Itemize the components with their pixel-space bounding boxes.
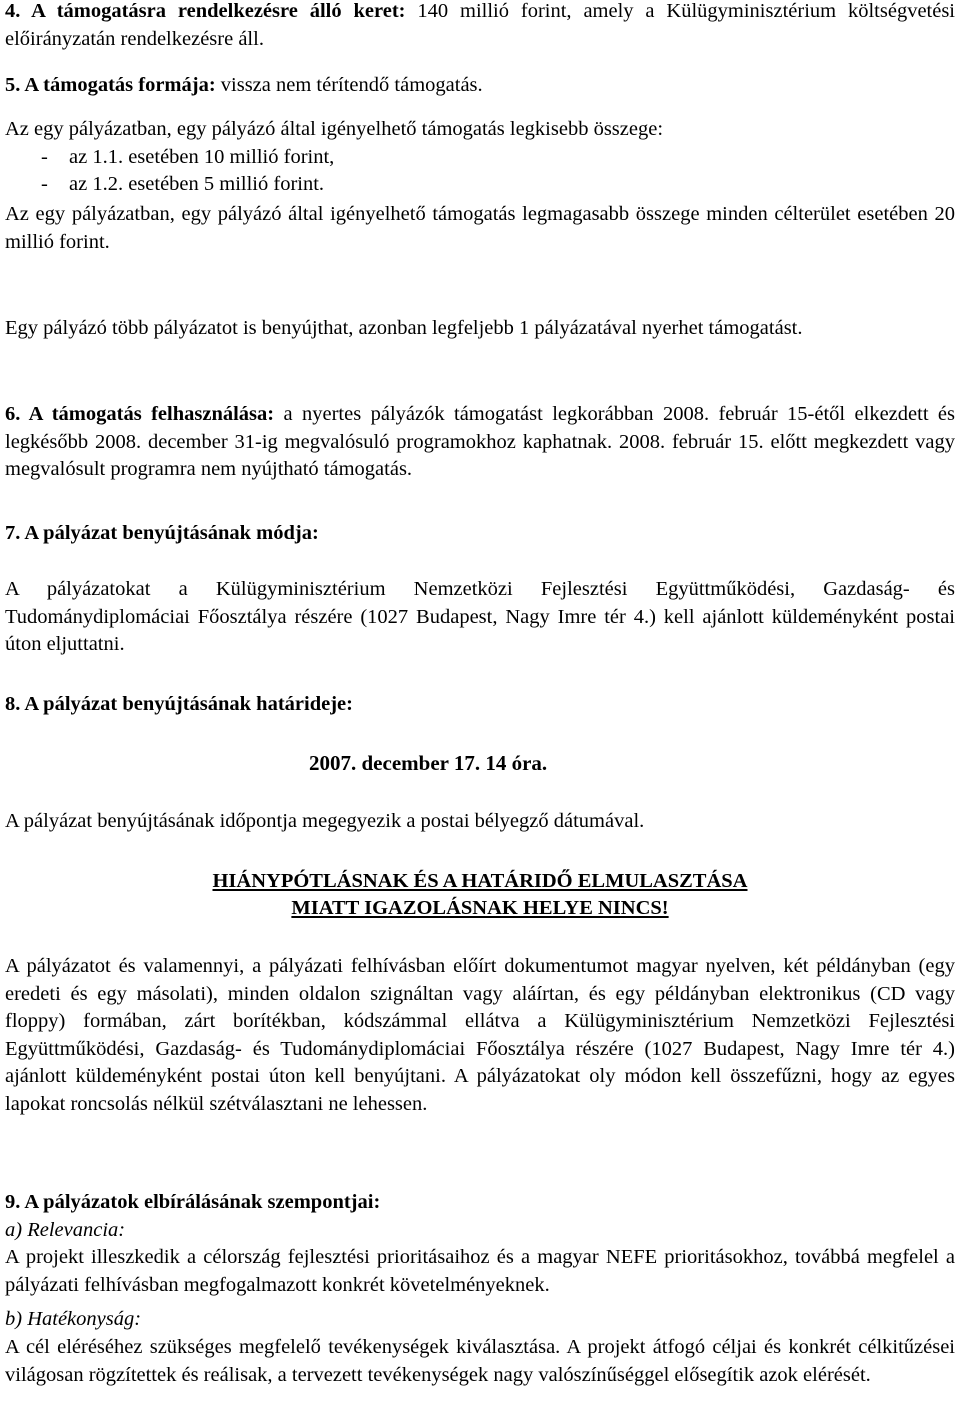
multiple-applications-paragraph: Egy pályázó több pályázatot is benyújthat, azonban legfeljebb 1 pályázatával nyerhet támogatást.	[5, 317, 803, 339]
section-4-paragraph	[5, 0, 955, 53]
maximum-amount-paragraph: Az egy pályázatban, egy pályázó által igényelhető támogatás legmagasabb összege minden célterület esetében 20 millió forint.	[5, 203, 955, 253]
section-8-heading: 8. A pályázat benyújtásának határideje:	[5, 693, 353, 715]
criterion-a-label: a) Relevancia:	[5, 1219, 126, 1241]
section-5-heading: 5. A támogatás formája:	[5, 74, 216, 96]
warning-line-2: MIATT IGAZOLÁSNAK HELYE NINCS!	[291, 897, 669, 919]
minimum-amount-item	[41, 171, 324, 198]
submission-requirements-paragraph: A pályázatot és valamennyi, a pályázati felhívásban előírt dokumentumot magyar nyelven, két példányban (egy eredeti és egy másolati), minden oldalon szignáltan vagy aláírtan, és egy példányban elektronikus (CD vagy floppy) formában, zárt borítékban, kódszámmal ellátva a Külügyminisztérium Nemzetközi Fejlesztési Együttműködési, Gazdaság- és Tudománydiplomáciai Főosztálya részére (1027 Budapest, Nagy Imre tér 4.) ajánlott küldeményként postai úton kell benyújtani. A pályázatokat oly módon kell összefűzni, hogy az egyes lapokat roncsolás nélkül szétválasztani ne lehessen.	[5, 955, 955, 1115]
criterion-a-text: A projekt illeszkedik a célország fejlesztési prioritásaihoz és a magyar NEFE prioritásokhoz, továbbá megfelel a pályázati felhívásban megfogalmazott konkrét követelményeknek.	[5, 1246, 955, 1296]
section-5-paragraph	[5, 72, 955, 100]
section-4-heading: 4. A támogatásra rendelkezésre álló keret:	[5, 0, 406, 22]
section-7-heading: 7. A pályázat benyújtásának módja:	[5, 522, 319, 544]
section-6-text: a nyertes pályázók támogatást legkorábban 2008. február 15-étől elkezdett és legkésőbb 2008. december 31-ig megvalósuló programokhoz kaphatnak. 2008. február 15. előtt megkezdett vagy megvalósult programra nem nyújtható támogatás.	[5, 403, 955, 480]
warning-line-1: HIÁNYPÓTLÁSNAK ÉS A HATÁRIDŐ ELMULASZTÁSA	[212, 870, 748, 892]
list-dash: -	[41, 146, 48, 168]
minimum-amount-item	[41, 144, 334, 171]
criterion-b-text: A cél eléréséhez szükséges megfelelő tevékenységek kiválasztása. A projekt átfogó céljai és konkrét célkitűzései világosan rögzítettek és reálisak, a tervezett tevékenységek nagy valószínűséggel elősegítik azok elérését.	[5, 1336, 955, 1386]
warning-notice	[5, 868, 955, 922]
deadline-date: 2007. december 17. 14 óra.	[309, 751, 548, 775]
minimum-amount-intro: Az egy pályázatban, egy pályázó által igényelhető támogatás legkisebb összege:	[5, 118, 664, 140]
list-dash: -	[41, 173, 48, 195]
criterion-b-label: b) Hatékonyság:	[5, 1308, 142, 1330]
section-7-paragraph: A pályázatokat a Külügyminisztérium Nemzetközi Fejlesztési Együttműködési, Gazdaság- és Tudománydiplomáciai Főosztálya részére (1027 Budapest, Nagy Imre tér 4.) kell ajánlott küldeményként postai úton eljuttatni.	[5, 578, 955, 655]
list-item-text: az 1.1. esetében 10 millió forint,	[69, 146, 335, 168]
section-5-text: vissza nem térítendő támogatás.	[215, 74, 483, 96]
section-6-heading: 6. A támogatás felhasználása:	[5, 403, 275, 425]
section-4-text: 140 millió forint, amely a Külügyminisztérium költségvetési előirányzatán rendelkezésre áll.	[5, 0, 956, 50]
deadline-postmark-note: A pályázat benyújtásának időpontja megegyezik a postai bélyegző dátumával.	[5, 810, 645, 832]
list-item-text: az 1.2. esetében 5 millió forint.	[69, 173, 325, 195]
section-9-heading: 9. A pályázatok elbírálásának szempontjai:	[5, 1191, 381, 1213]
section-6-paragraph	[5, 401, 955, 484]
